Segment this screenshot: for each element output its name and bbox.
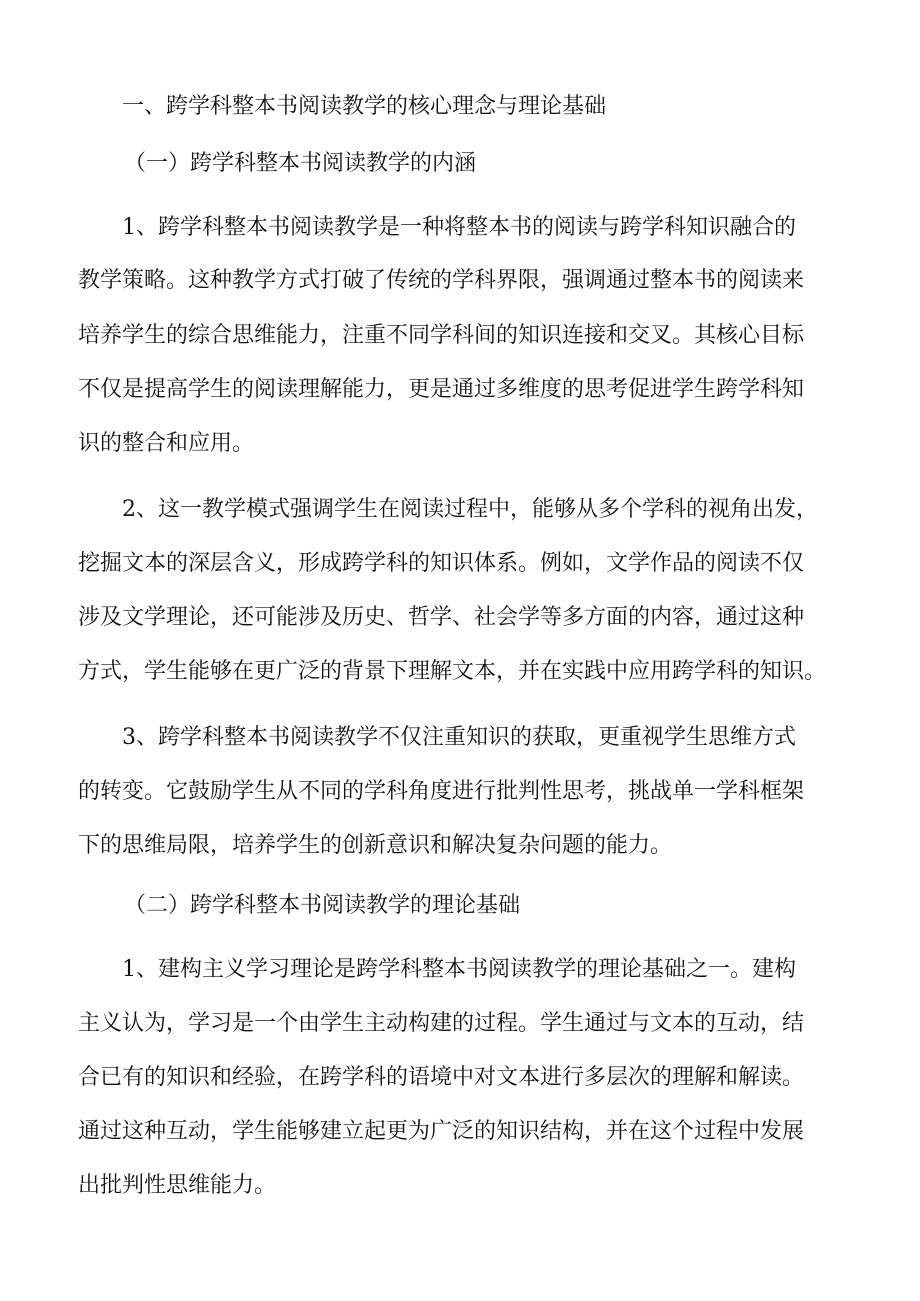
heading-level-1: 一、跨学科整本书阅读教学的核心理念与理论基础 (122, 94, 607, 119)
paragraph-line: 出批判性思维能力。 (78, 1173, 277, 1198)
paragraph-line: 2、这一教学模式强调学生在阅读过程中，能够从多个学科的视角出发， (122, 497, 818, 522)
paragraph-line: 识的整合和应用。 (78, 431, 255, 456)
paragraph-line: 方式，学生能够在更广泛的背景下理解文本，并在实践中应用跨学科的知识。 (78, 659, 827, 684)
paragraph-line: 涉及文学理论，还可能涉及历史、哲学、社会学等多方面的内容，通过这种 (78, 605, 805, 630)
paragraph-line: 1、跨学科整本书阅读教学是一种将整本书的阅读与跨学科知识融合的 (122, 215, 796, 240)
paragraph-line: 3、跨学科整本书阅读教学不仅注重知识的获取，更重视学生思维方式 (122, 725, 796, 750)
paragraph-line: 不仅是提高学生的阅读理解能力，更是通过多维度的思考促进学生跨学科知 (78, 377, 805, 402)
paragraph-line: 合已有的知识和经验，在跨学科的语境中对文本进行多层次的理解和解读。 (78, 1065, 805, 1090)
paragraph-line: 主义认为，学习是一个由学生主动构建的过程。学生通过与文本的互动，结 (78, 1011, 805, 1036)
paragraph-line: 的转变。它鼓励学生从不同的学科角度进行批判性思考，挑战单一学科框架 (78, 779, 805, 804)
section-1-title: （一）跨学科整本书阅读教学的内涵 (124, 151, 477, 176)
paragraph-line: 挖掘文本的深层含义，形成跨学科的知识体系。例如，文学作品的阅读不仅 (78, 551, 805, 576)
paragraph-line: 教学策略。这种教学方式打破了传统的学科界限，强调通过整本书的阅读来 (78, 268, 805, 293)
paragraph-line: 通过这种互动，学生能够建立起更为广泛的知识结构，并在这个过程中发展 (78, 1119, 805, 1144)
paragraph-line: 下的思维局限，培养学生的创新意识和解决复杂问题的能力。 (78, 833, 673, 858)
section-2-title: （二）跨学科整本书阅读教学的理论基础 (124, 893, 521, 918)
paragraph-line: 培养学生的综合思维能力，注重不同学科间的知识连接和交叉。其核心目标 (78, 323, 805, 348)
paragraph-line: 1、建构主义学习理论是跨学科整本书阅读教学的理论基础之一。建构 (122, 957, 796, 982)
